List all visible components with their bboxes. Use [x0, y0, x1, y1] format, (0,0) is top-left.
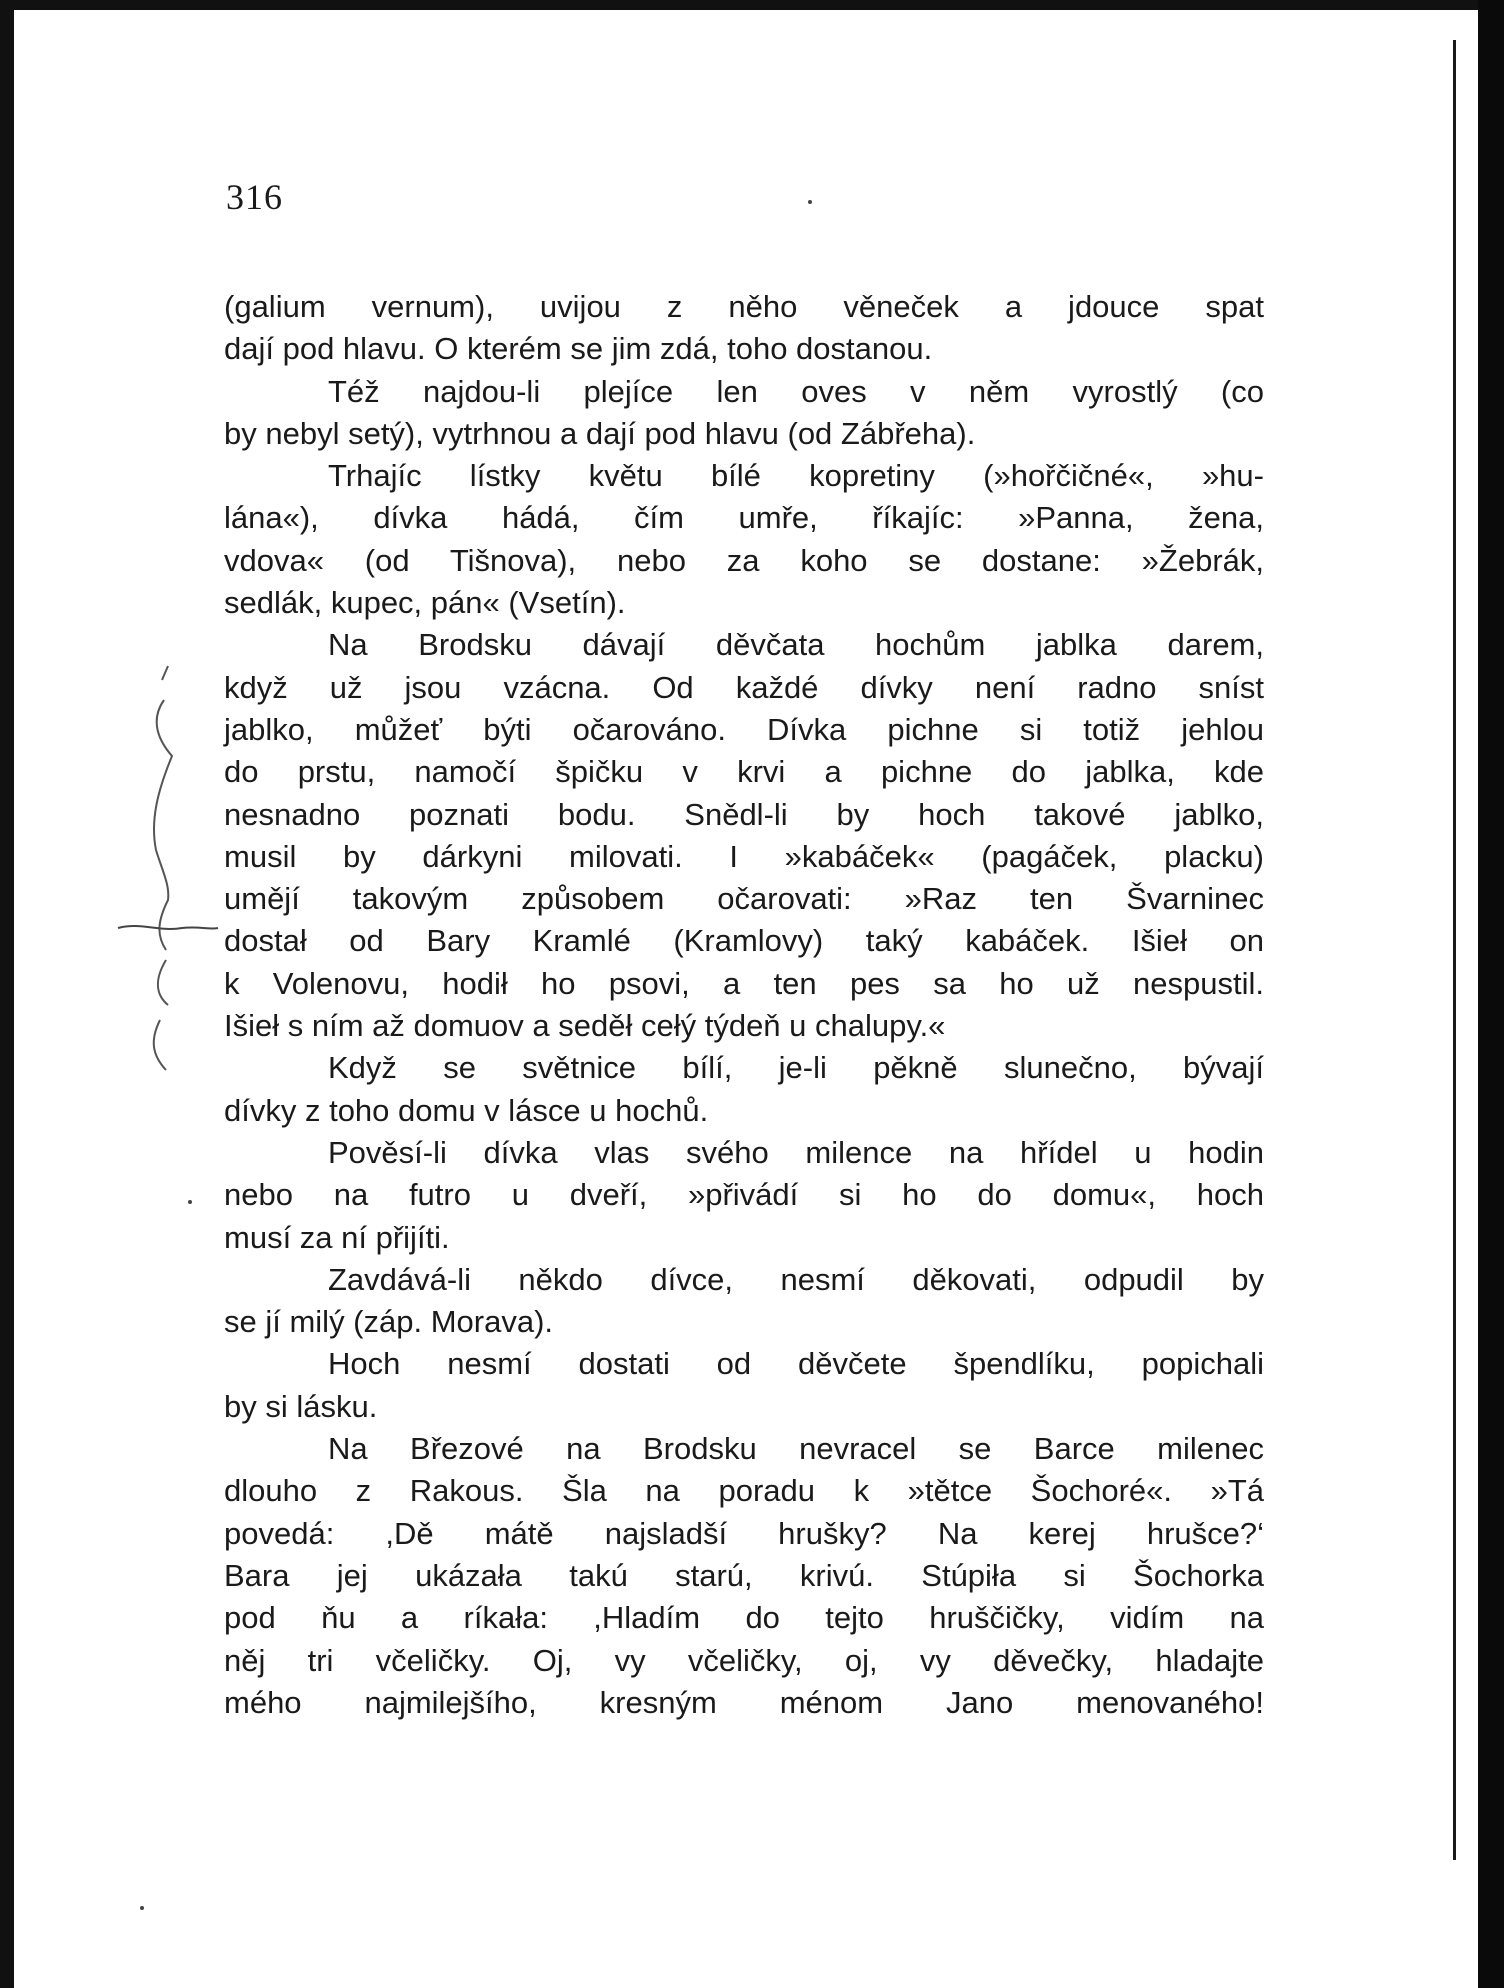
text-line: Když se světnice bílí, je-li pěkně slunečno, bývají [328, 1050, 1264, 1086]
text-line: musí za ní přijíti. [224, 1219, 450, 1255]
text-line: lána«), dívka hádá, čím umře, říkajíc: »Panna, žena, [224, 500, 1264, 536]
scan-border-left [0, 0, 14, 1988]
page-number: 316 [226, 177, 283, 217]
text-line: Na Brodsku dávají děvčata hochům jablka darem, [328, 627, 1264, 663]
text-line: pod ňu a ríkała: ,Hladím do tejto hruščičky, vidím na [224, 1600, 1264, 1636]
text-line: Na Březové na Brodsku nevracel se Barce milenec [328, 1431, 1264, 1467]
scan-border-top [0, 0, 1504, 10]
text-line: musil by dárkyni milovati. I »kabáček« (pagáček, placku) [224, 838, 1264, 874]
text-line: vdova« (od Tišnova), nebo za koho se dostane: »Žebrák, [224, 542, 1264, 578]
text-line: dlouho z Rakous. Šla na poradu k »tětce Šochoré«. »Tá [224, 1473, 1264, 1509]
body-text [224, 286, 1264, 1724]
text-line: (galium vernum), uvijou z něho věneček a jdouce spat [224, 289, 1264, 324]
text-line: se jí milý (záp. Morava). [224, 1304, 554, 1340]
text-line: k Volenovu, hodił ho psovi, a ten pes sa ho už nespustil. [224, 965, 1264, 1001]
text-line: Zavdává-li někdo dívce, nesmí děkovati, odpudil by [328, 1261, 1264, 1297]
text-line: Išieł s ním až domuov a seděł cełý týdeň u chalupy.« [224, 1008, 946, 1044]
scan-speck [808, 200, 812, 204]
text-line: dívky z toho domu v lásce u hochů. [224, 1092, 709, 1128]
text-line: povedá: ,Dě mátě najsladší hrušky? Na kerej hrušce?‘ [224, 1515, 1264, 1551]
scan-speck [140, 1906, 144, 1910]
text-line: Pověsí-li dívka vlas svého milence na hřídel u hodin [328, 1134, 1264, 1170]
text-line: mého najmilejšího, kresným ménom Jano menovaného! [224, 1684, 1264, 1720]
text-line: Též najdou-li plejíce len oves v něm vyrostlý (co [328, 373, 1264, 409]
text-line: nebo na futro u dveří, »přivádí si ho do domu«, hoch [224, 1177, 1264, 1213]
text-line: Hoch nesmí dostati od děvčete špendlíku, popichali [328, 1346, 1264, 1382]
pencil-bracket-mark [110, 660, 220, 1080]
scan-border-right [1478, 0, 1504, 1988]
text-line: by si lásku. [224, 1388, 378, 1424]
text-line: Trhajíc lístky květu bílé kopretiny (»hořčičné«, »hu- [328, 458, 1264, 494]
text-line: jablko, můžeť býti očarováno. Dívka pichne si totiž jehlou [224, 711, 1264, 747]
text-line: když už jsou vzácna. Od každé dívky není radno sníst [224, 669, 1264, 705]
scan-binding-line [1453, 40, 1456, 1860]
text-line: nesnadno poznati bodu. Snědl-li by hoch takové jablko, [224, 796, 1264, 832]
text-line: něj tri včeličky. Oj, vy včeličky, oj, vy děvečky, hladajte [224, 1642, 1264, 1678]
text-line: dají pod hlavu. O kterém se jim zdá, toho dostanou. [224, 331, 933, 367]
text-line: dostał od Bary Kramlé (Kramlovy) taký kabáček. Išieł on [224, 923, 1264, 959]
text-line: by nebyl setý), vytrhnou a dají pod hlavu (od Zábřeha). [224, 415, 976, 451]
text-line: sedlák, kupec, pán« (Vsetín). [224, 585, 626, 621]
text-line: do prstu, namočí špičku v krvi a pichne do jablka, kde [224, 754, 1264, 790]
scan-speck [188, 1200, 192, 1204]
text-line: Bara jej ukázała takú starú, krivú. Stúpiła si Šochorka [224, 1557, 1264, 1593]
text-line: umějí takovým způsobem očarovati: »Raz ten Švarninec [224, 881, 1264, 917]
